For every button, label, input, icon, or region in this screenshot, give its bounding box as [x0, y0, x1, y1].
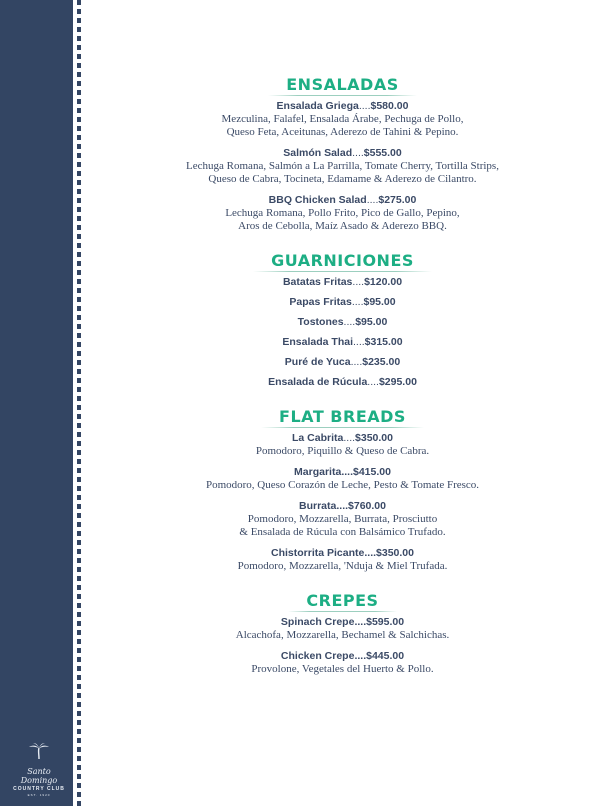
item-dots: ....: [366, 194, 379, 206]
item-name: Burrata: [299, 500, 337, 512]
item-desc: Pomodoro, Piquillo & Queso de Cabra.: [255, 445, 430, 457]
item-name: Ensalada Thai: [282, 336, 353, 348]
menu-item: [80, 650, 605, 676]
item-desc: Queso Feta, Aceitunas, Aderezo de Tahini & Pepino.: [226, 126, 459, 138]
club-logo: [8, 742, 70, 797]
item-name: Tostones: [297, 316, 344, 328]
menu-content: [80, 75, 605, 694]
item-price: $275.00: [378, 194, 417, 206]
item-name: Margarita: [294, 466, 342, 478]
menu-item: [80, 466, 605, 492]
item-name: Chistorrita Picante: [271, 547, 365, 559]
item-price: $350.00: [355, 432, 393, 444]
item-desc: Alcachofa, Mozzarella, Bechamel & Salchichas.: [235, 629, 450, 641]
logo-script: Santo Domingo: [20, 767, 58, 785]
item-desc: Mezculina, Falafel, Ensalada Árabe, Pechuga de Pollo,: [221, 113, 464, 125]
section-flat-breads: [80, 407, 605, 573]
section-guarniciones: [80, 251, 605, 389]
item-name: Puré de Yuca: [284, 356, 351, 368]
item-dots: ....: [354, 650, 367, 662]
menu-item: [80, 616, 605, 642]
logo-est: EST. 1920: [27, 793, 51, 797]
item-price: $315.00: [364, 336, 403, 348]
item-name: Chicken Crepe: [280, 650, 355, 662]
item-name: Salmón Salad: [283, 147, 353, 159]
section-title: GUARNICIONES: [253, 251, 432, 272]
item-desc: Pomodoro, Mozzarella, Burrata, Prosciutto: [247, 513, 438, 525]
item-price: $595.00: [366, 616, 405, 628]
item-desc: & Ensalada de Rúcula con Balsámico Trufado.: [239, 526, 446, 538]
item-dots: ....: [351, 296, 364, 308]
logo-club: COUNTRY CLUB: [13, 786, 65, 792]
item-dots: ....: [354, 616, 367, 628]
item-price: $95.00: [355, 316, 388, 328]
item-dots: ....: [343, 432, 356, 444]
item-price: $95.00: [363, 296, 396, 308]
item-name: La Cabrita: [292, 432, 344, 444]
item-name: Papas Fritas: [289, 296, 352, 308]
section-title: CREPES: [288, 591, 396, 612]
item-desc: Queso de Cabra, Tocineta, Edamame & Aderezo de Cilantro.: [208, 173, 477, 185]
item-price: $235.00: [362, 356, 401, 368]
item-name: Ensalada de Rúcula: [268, 376, 368, 388]
item-dots: ....: [358, 100, 371, 112]
palm-tree-icon: [28, 742, 50, 760]
item-desc: Pomodoro, Mozzarella, 'Nduja & Miel Trufada.: [237, 560, 448, 572]
item-desc: Lechuga Romana, Salmón a La Parrilla, Tomate Cherry, Tortilla Strips,: [186, 160, 499, 172]
item-dots: ....: [352, 147, 364, 159]
section-title: FLAT BREADS: [261, 407, 424, 428]
item-dots: ....: [364, 547, 377, 559]
menu-item: [80, 547, 605, 573]
menu-item: [80, 296, 605, 309]
section-ensaladas: [80, 75, 605, 233]
sidebar-band: [0, 0, 73, 806]
menu-item: [80, 500, 605, 539]
item-dots: ....: [341, 466, 353, 478]
item-price: $555.00: [363, 147, 402, 159]
item-dots: ....: [350, 356, 363, 368]
item-dots: ....: [343, 316, 356, 328]
item-price: $120.00: [364, 276, 403, 288]
item-price: $350.00: [376, 547, 414, 559]
item-dots: ....: [352, 336, 365, 348]
item-price: $445.00: [366, 650, 405, 662]
menu-item: [80, 316, 605, 329]
menu-item: [80, 276, 605, 289]
menu-item: [80, 147, 605, 186]
item-price: $295.00: [378, 376, 417, 388]
item-name: Batatas Fritas: [282, 276, 353, 288]
item-price: $760.00: [348, 500, 386, 512]
menu-item: [80, 432, 605, 458]
item-desc: Pomodoro, Queso Corazón de Leche, Pesto & Tomate Fresco.: [205, 479, 480, 491]
item-desc: Lechuga Romana, Pollo Frito, Pico de Gallo, Pepino,: [225, 207, 460, 219]
section-title: ENSALADAS: [268, 75, 417, 96]
item-name: Spinach Crepe: [280, 616, 355, 628]
menu-item: [80, 336, 605, 349]
section-crepes: [80, 591, 605, 676]
item-desc: Aros de Cebolla, Maíz Asado & Aderezo BBQ.: [238, 220, 447, 232]
item-dots: ....: [352, 276, 365, 288]
menu-item: [80, 356, 605, 369]
menu-item: [80, 194, 605, 233]
item-dots: ....: [367, 376, 379, 388]
item-name: Ensalada Griega: [276, 100, 359, 112]
menu-item: [80, 100, 605, 139]
menu-item: [80, 376, 605, 389]
item-price: $415.00: [352, 466, 391, 478]
item-name: BBQ Chicken Salad: [268, 194, 367, 206]
item-price: $580.00: [370, 100, 409, 112]
item-dots: ....: [336, 500, 349, 512]
item-desc: Provolone, Vegetales del Huerto & Pollo.: [251, 663, 434, 675]
